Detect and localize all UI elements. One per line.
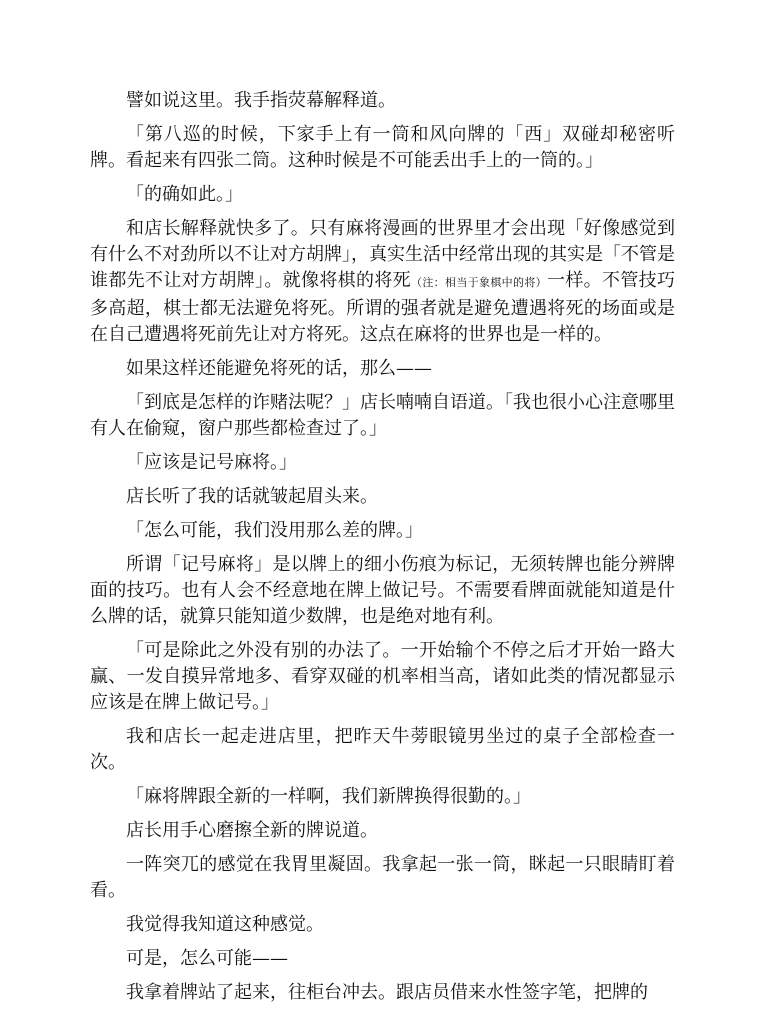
paragraph-13: 「麻将牌跟全新的一样啊，我们新牌换得很勤的。」 [126,786,531,807]
paragraph-17: 可是，怎么可能—— [126,948,288,969]
paragraph-18: 我拿着牌站了起来，往柜台冲去。跟店员借来水性签字笔，把牌的 [126,982,648,1003]
paragraph-5: 如果这样还能避免将死的话，那么—— [126,358,432,379]
paragraph-16: 我觉得我知道这种感觉。 [126,914,324,935]
paragraph-2: 「第八巡的时候，下家手上有一筒和风向牌的「西」双碰却秘密听牌。看起来有四张二筒。这种时候是不可能丢出手上的一筒的。」 [90,124,675,171]
paragraph-14: 店长用手心磨擦全新的牌说道。 [126,820,378,841]
paragraph-6: 「到底是怎样的诈赌法呢？」店长喃喃自语道。「我也很小心注意哪里有人在偷窥，窗户那些都检查过了。」 [90,392,675,439]
paragraph-12: 我和店长一起走进店里，把昨天牛蒡眼镜男坐过的桌子全部检查一次。 [90,726,675,773]
paragraph-3: 「的确如此。」 [126,184,243,205]
paragraph-1: 譬如说这里。我手指荧幕解释道。 [126,90,396,111]
paragraph-11: 「可是除此之外没有别的办法了。一开始输个不停之后才开始一路大赢、一发自摸异常地多、看穿双碰的机率相当高，诸如此类的情况都显示应该是在牌上做记号。」 [90,640,675,713]
paragraph-7: 「应该是记号麻将。」 [126,452,297,473]
paragraph-10: 所谓「记号麻将」是以牌上的细小伤痕为标记，无须转牌也能分辨牌面的技巧。也有人会不经意地在牌上做记号。不需要看牌面就能知道是什么牌的话，就算只能知道少数牌，也是绝对地有利。 [90,554,675,627]
footnote-inline: （注：相当于象棋中的将） [411,276,547,289]
paragraph-4-main: 和店长解释就快多了。只有麻将漫画的世界里才会出现「好像感觉到有什么不对劲所以不让对方胡牌」，真实生活中经常出现的其实是「不管是谁都先不让对方胡牌」。就像将棋的将死 [90,218,675,291]
paragraph-9: 「怎么可能，我们没用那么差的牌。」 [126,520,423,541]
paragraph-8: 店长听了我的话就皱起眉头来。 [126,486,378,507]
paragraph-15: 一阵突兀的感觉在我胃里凝固。我拿起一张一筒，眯起一只眼睛盯着看。 [90,854,675,901]
document-page [90,88,675,1014]
paragraph-4-tail: 一样。不管技巧多高超，棋士都无法避免将死。所谓的强者就是避免遭遇将死的场面或是在自己遭遇将死前先让对方将死。这点在麻将的世界也是一样的。 [90,270,675,345]
paragraph-4 [90,216,675,348]
